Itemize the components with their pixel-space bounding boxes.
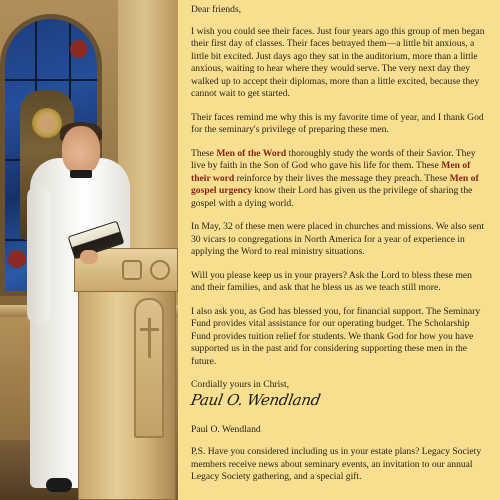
highlight-men-of-gospel-urgency: Men of gospel urgency: [191, 172, 479, 196]
lectern-emblem: [122, 260, 142, 280]
highlight-men-of-the-word: Men of the Word: [216, 147, 287, 159]
closing: Cordially yours in Christ,: [191, 379, 290, 390]
paragraph-prayers: Will you please keep us in your prayers? Ask the Lord to bless these men and their families, and ask that he bless us as we teach still more.: [191, 269, 472, 293]
signer-name: Paul O. Wendland: [191, 423, 261, 435]
clerical-collar: [70, 170, 92, 178]
paragraph-faces: I wish you could see their faces. Just four years ago this group of men began their first day of classes. Their faces betrayed them—a little bit anxious, a little bit excited. Just days ago they sat in the auditorium, more than a little anxious, waiting to hear where they would serve. The very next day they walked up to accept their diplomas, more than a little excited, because they cannot wait to get started.: [191, 25, 485, 99]
signature-handwriting: Paul O. Wendland: [189, 390, 322, 409]
pastor-head: [62, 126, 100, 174]
cross-icon: [140, 328, 159, 331]
glass-ornament: [8, 250, 26, 268]
postscript: P.S. Have you considered including us in your estate plans? Legacy Society members receive news about seminary events, an invitation to our annual Legacy Society gathering, and a special gift.: [191, 446, 482, 482]
paragraph-favorite-time: Their faces remind me why this is my favorite time of year, and I thank God for the seminary's privilege of preparing these men.: [191, 111, 484, 135]
highlight-men-of-their-word: Men of their word: [191, 160, 471, 184]
paragraph-men-of-word: These Men of the Word thoroughly study the words of their Savior. They live by faith in the Son of God who gave his life for them. These Men of their word reinforce by their lives the message they preach. These Men of gospel urgency know their Lord has given us the privilege of sharing the gospel with a dying world.: [191, 147, 479, 209]
glass-ornament: [70, 40, 88, 58]
pastor-photo: [0, 0, 178, 500]
letter: [178, 0, 500, 500]
signature: [189, 390, 486, 422]
cross-icon: [148, 318, 151, 358]
greeting: Dear friends,: [191, 4, 242, 15]
pastor-shoe: [46, 478, 72, 492]
lectern-emblem: [150, 260, 170, 280]
pastor-hand: [80, 250, 98, 264]
paragraph-financial-support: I also ask you, as God has blessed you, for financial support. The Seminary Fund provides vital assistance for our operating budget. The Scholarship Fund provides tuition relief for students. We thank God for how you have supported us in the past and for considering supporting these men in the future.: [191, 305, 481, 367]
saint-face: [38, 113, 56, 133]
pastor-sleeve: [27, 185, 51, 325]
paragraph-placements: In May, 32 of these men were placed in churches and missions. We also sent 30 vicars to congregations in North America for a year of experience in applying the Word to real ministry situations.: [191, 221, 485, 257]
